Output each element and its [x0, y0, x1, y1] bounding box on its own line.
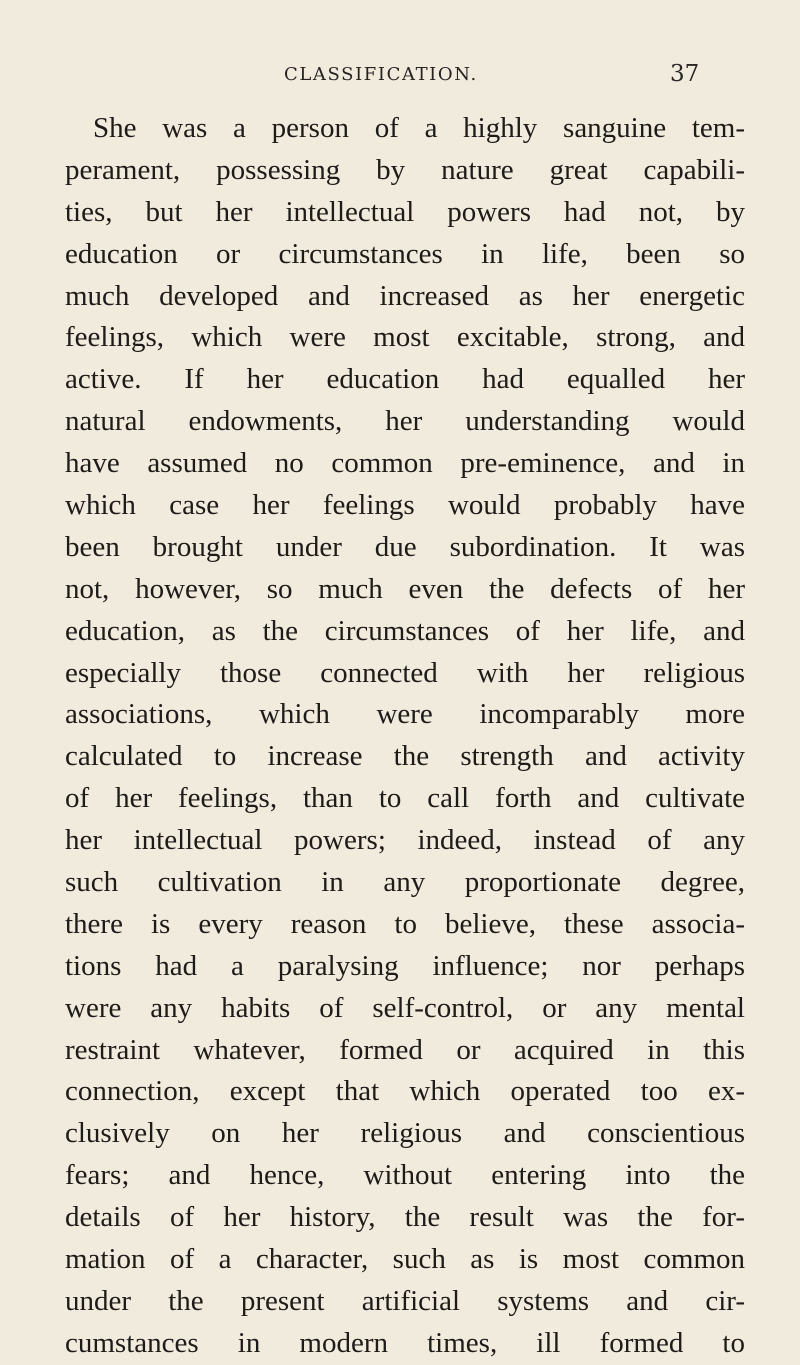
running-title: CLASSIFICATION.	[284, 64, 478, 85]
text-line: ties, but her intellectual powers had not, by	[65, 195, 745, 228]
text-line: restraint whatever, formed or acquired in this	[65, 1033, 745, 1066]
text-line: such cultivation in any proportionate degree,	[65, 866, 745, 899]
text-line: under the present artificial systems and cir-	[65, 1284, 745, 1317]
text-line: connection, except that which operated too ex-	[65, 1075, 745, 1108]
text-line: active. If her education had equalled her	[65, 363, 745, 396]
text-line: were any habits of self-control, or any mental	[65, 991, 745, 1024]
text-line: feelings, which were most excitable, strong, and	[65, 321, 745, 354]
text-line: education, as the circumstances of her life, and	[65, 614, 745, 647]
text-line: much developed and increased as her energetic	[65, 279, 745, 312]
text-line: clusively on her religious and conscientious	[65, 1117, 745, 1150]
page-number: 37	[670, 61, 700, 87]
text-line: her intellectual powers; indeed, instead of any	[65, 824, 745, 857]
text-line: which case her feelings would probably have	[65, 489, 745, 522]
text-line: natural endowments, her understanding would	[65, 405, 745, 438]
text-line: mation of a character, such as is most common	[65, 1243, 745, 1276]
text-line: tions had a paralysing influence; nor perhaps	[65, 949, 745, 982]
text-line: calculated to increase the strength and activity	[65, 740, 745, 773]
text-line: have assumed no common pre-eminence, and in	[65, 447, 745, 480]
text-line: been brought under due subordination. It was	[65, 530, 745, 563]
text-line: especially those connected with her religious	[65, 656, 745, 689]
text-line: fears; and hence, without entering into the	[65, 1159, 745, 1192]
text-line: of her feelings, than to call forth and cultivate	[65, 782, 745, 815]
text-line: there is every reason to believe, these associa-	[65, 907, 745, 940]
text-line: associations, which were incomparably more	[65, 698, 745, 731]
running-head	[0, 61, 800, 94]
text-line: She was a person of a highly sanguine tem-	[93, 112, 745, 144]
text-line: cumstances in modern times, ill formed to	[65, 1326, 745, 1359]
text-line: education or circumstances in life, been so	[65, 237, 745, 270]
body-text	[65, 108, 745, 1365]
text-line: perament, possessing by nature great capabili-	[65, 153, 745, 186]
text-line: not, however, so much even the defects of her	[65, 572, 745, 605]
text-line: details of her history, the result was the for-	[65, 1201, 745, 1234]
